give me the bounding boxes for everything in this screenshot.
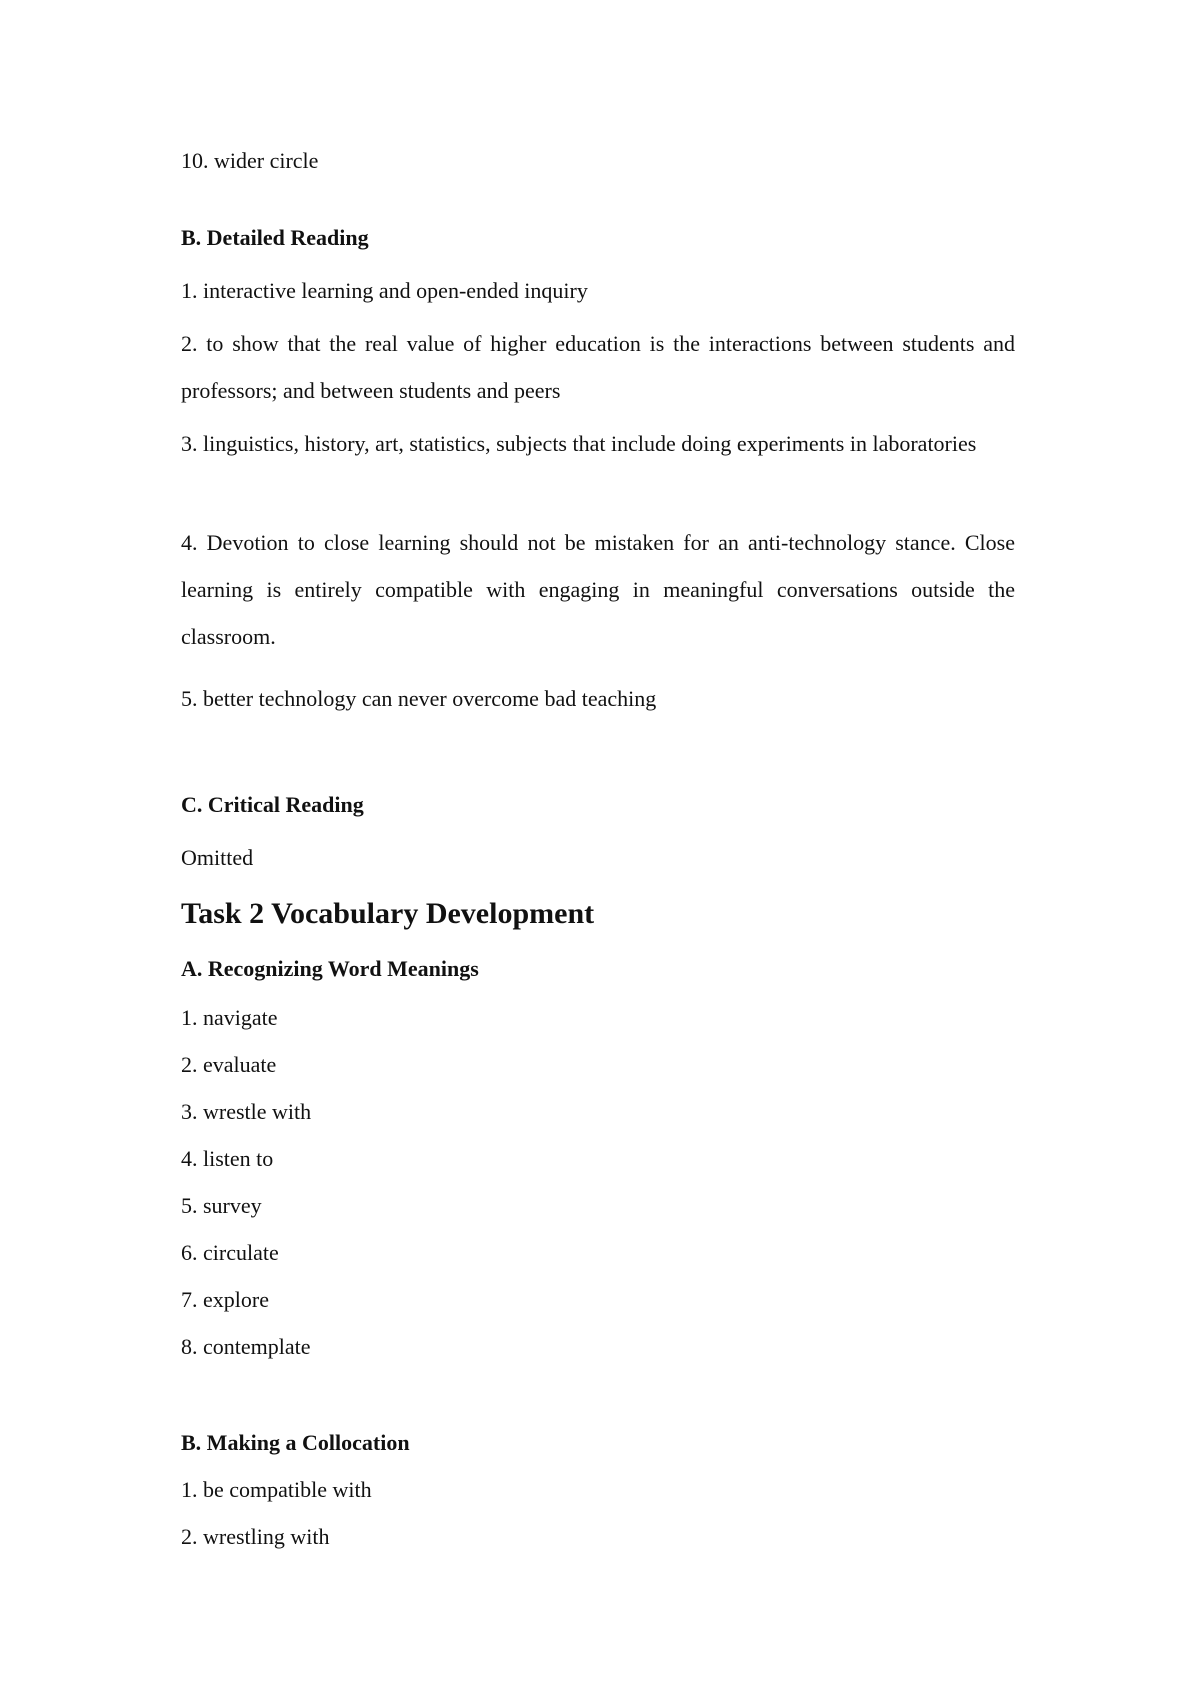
- answer-item: 2. to show that the real value of higher education is the interactions between students and professors; and between students and peers: [181, 331, 1015, 403]
- answer-item: 5. better technology can never overcome bad teaching: [181, 686, 657, 711]
- answer-item: 10. wider circle: [181, 148, 319, 173]
- answer-item: 7. explore: [181, 1287, 269, 1312]
- answer-item: 5. survey: [181, 1193, 262, 1218]
- answer-item: 8. contemplate: [181, 1334, 311, 1359]
- answer-text: Omitted: [181, 845, 254, 870]
- answer-item: 2. wrestling with: [181, 1524, 330, 1549]
- answer-item: 4. Devotion to close learning should not be mistaken for an anti-technology stance. Close learning is entirely compatible with engaging in meaningful conversations outside the classroom.: [181, 530, 1015, 649]
- section-heading-critical-reading: C. Critical Reading: [181, 792, 364, 817]
- answer-item: 1. navigate: [181, 1005, 278, 1030]
- section-heading-detailed-reading: B. Detailed Reading: [181, 225, 369, 250]
- answer-item: 3. wrestle with: [181, 1099, 312, 1124]
- answer-item: 1. interactive learning and open-ended inquiry: [181, 278, 588, 303]
- answer-item: 6. circulate: [181, 1240, 279, 1265]
- section-heading-collocation: B. Making a Collocation: [181, 1430, 410, 1455]
- answer-item: 4. listen to: [181, 1146, 274, 1171]
- section-heading-word-meanings: A. Recognizing Word Meanings: [181, 956, 479, 981]
- answer-item: 1. be compatible with: [181, 1477, 372, 1502]
- answer-item: 3. linguistics, history, art, statistics, subjects that include doing experiments in laboratories: [181, 431, 977, 456]
- answer-item: 2. evaluate: [181, 1052, 277, 1077]
- task-title: Task 2 Vocabulary Development: [181, 897, 595, 930]
